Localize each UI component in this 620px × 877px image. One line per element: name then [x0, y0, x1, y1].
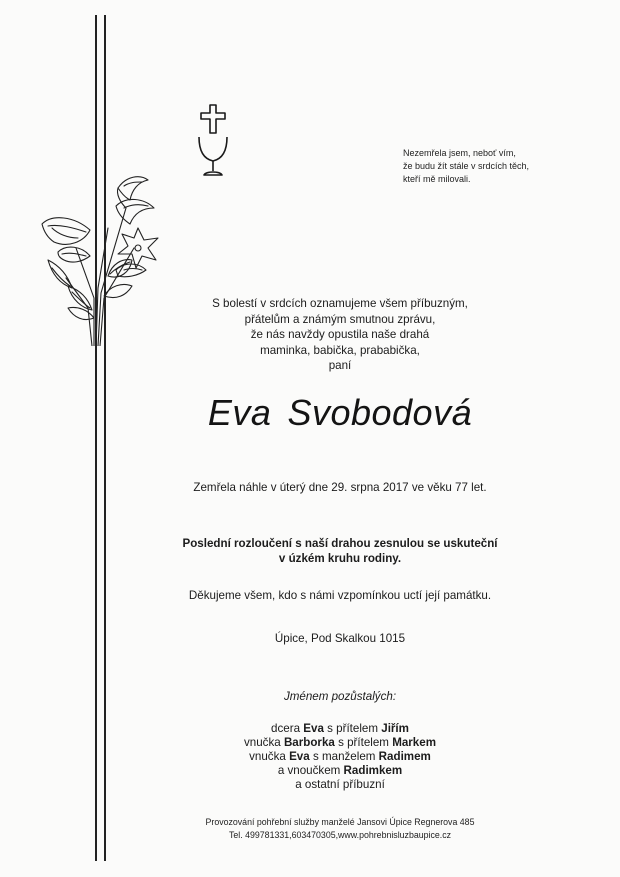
- intro-line: přátelům a známým smutnou zprávu,: [244, 312, 436, 326]
- announcement-intro: [120, 296, 560, 374]
- footer-line: Provozování pohřební služby manželé Jansovi Úpice Regnerova 485: [205, 817, 475, 827]
- mourner-name: Radimem: [378, 750, 431, 763]
- border-line-right: [104, 15, 106, 861]
- motto-line: kteří mě milovali.: [403, 174, 471, 184]
- deceased-name: [120, 392, 560, 434]
- farewell-line: Poslední rozloučení s naší drahou zesnulou se uskuteční: [182, 537, 498, 550]
- mourner-text: vnučka: [243, 736, 284, 749]
- intro-line: S bolestí v srdcích oznamujeme všem příbuzným,: [212, 297, 468, 310]
- mourner-text: a ostatní příbuzní: [295, 778, 385, 791]
- chalice-cross-icon: [196, 103, 230, 179]
- behalf-heading: Jménem pozůstalých:: [283, 690, 397, 703]
- border-line-left: [95, 15, 97, 861]
- mourner-line: [120, 750, 560, 764]
- intro-line: že nás navždy opustila naše drahá: [250, 328, 430, 341]
- mourner-name: Radimkem: [343, 764, 403, 777]
- motto-quote: [403, 147, 529, 186]
- mourners-list: [120, 722, 560, 792]
- mourner-line: [120, 722, 560, 736]
- motto-line: že budu žít stále v srdcích těch,: [403, 161, 530, 171]
- mourner-name: Eva: [289, 750, 310, 763]
- death-notice: Zemřela náhle v úterý dne 29. srpna 2017 ve věku 77 let.: [193, 481, 487, 494]
- mourner-text: a vnoučkem: [277, 764, 344, 777]
- farewell-line: v úzkém kruhu rodiny.: [278, 552, 402, 565]
- mourner-name: Eva: [303, 722, 324, 735]
- intro-line: paní: [328, 359, 352, 372]
- funeral-service-footer: [120, 816, 560, 841]
- address-text: Úpice, Pod Skalkou 1015: [274, 632, 406, 645]
- footer-contact: Tel. 499781331,603470305,www.pohrebnisluzbaupice.cz: [228, 829, 452, 840]
- deceased-last-name: Svobodová: [287, 392, 473, 433]
- mourner-text: vnučka: [249, 750, 290, 763]
- mourner-name: Barborka: [283, 736, 335, 749]
- motto-line: Nezemřela jsem, neboť vím,: [403, 148, 516, 158]
- mourner-text: dcera: [271, 722, 304, 735]
- mourner-text: s přítelem: [334, 736, 393, 749]
- mourner-line: [120, 778, 560, 792]
- mourner-text: s manželem: [309, 750, 379, 763]
- mourner-name: Markem: [392, 736, 437, 749]
- mourner-name: Jiřím: [381, 722, 409, 735]
- intro-line: maminka, babička, prababička,: [260, 343, 420, 357]
- mourner-line: [120, 764, 560, 778]
- mourner-text: s přítelem: [323, 722, 382, 735]
- mourner-line: [120, 736, 560, 750]
- deceased-first-name: Eva: [207, 392, 272, 433]
- farewell-notice: [120, 536, 560, 566]
- thanks-text: Děkujeme všem, kdo s námi vzpomínkou uctí její památku.: [188, 589, 492, 602]
